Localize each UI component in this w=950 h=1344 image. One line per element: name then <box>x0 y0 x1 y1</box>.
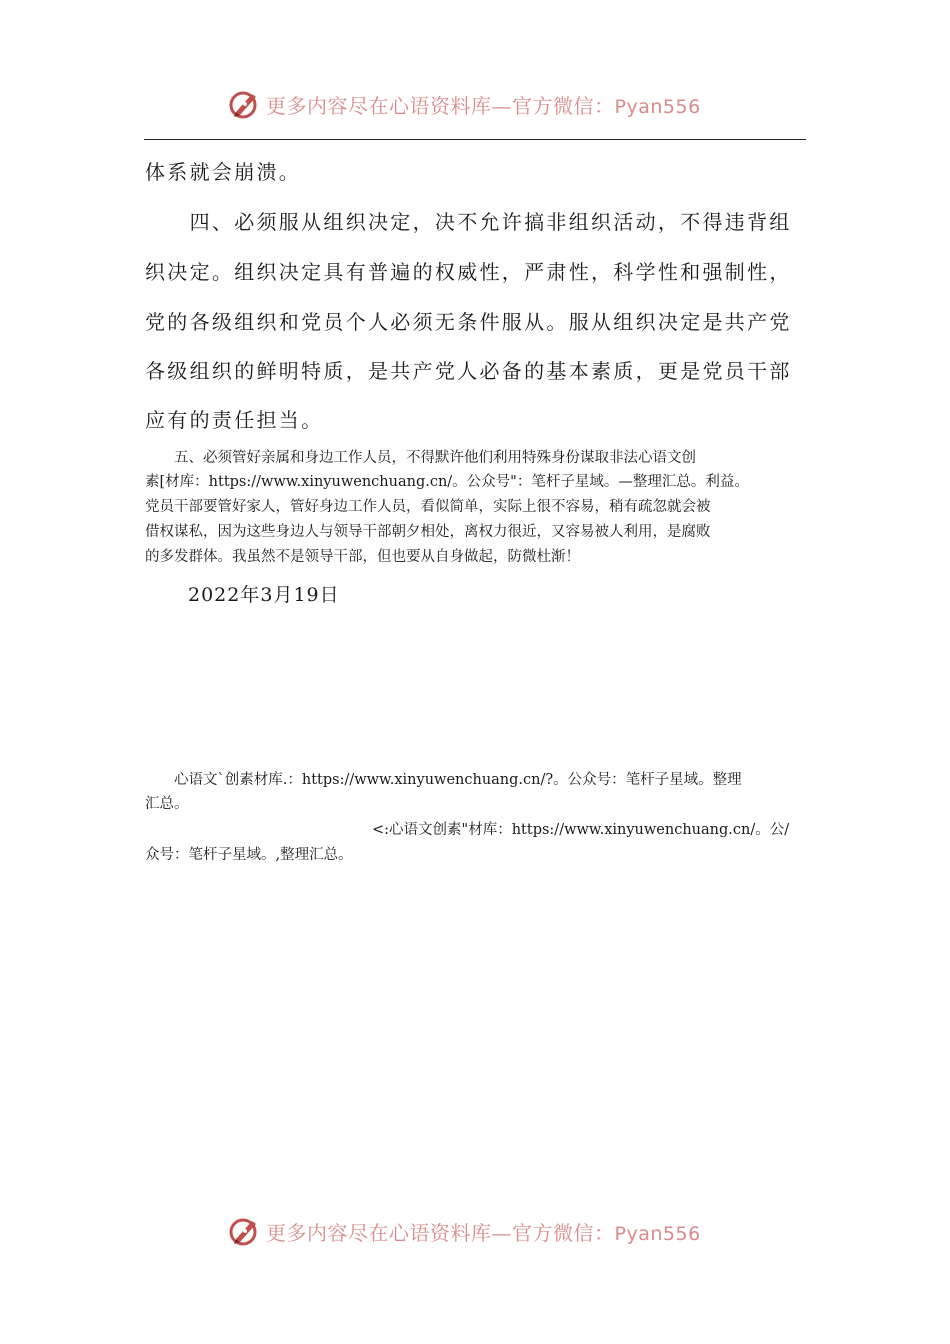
small-line: 的多发群体。我虽然不是领导干部，但也要从自身做起，防微杜渐！ <box>145 549 580 565</box>
footer-note: 汇总。 <box>145 796 189 812</box>
pen-logo-icon <box>226 1213 262 1249</box>
document-date: 2022年3月19日 <box>188 584 340 606</box>
pen-logo-icon <box>226 86 262 122</box>
footer-note: 众号：笔杆子星域。,整理汇总。 <box>145 847 353 863</box>
body-line: 各级组织的鲜明特质，是共产党人必备的基本素质，更是党员干部 <box>145 359 792 383</box>
small-line: 借权谋私，因为这些身边人与领导干部朝夕相处，离权力很近，又容易被人利用，是腐败 <box>145 524 711 540</box>
small-line: 素[材库：https://www.xinyuwenchuang.cn/。公众号"：笔杆子星域。—整理汇总。利益。 <box>145 474 749 490</box>
header-banner <box>226 84 746 124</box>
body-line: 织决定。组织决定具有普遍的权威性，严肃性，科学性和强制性， <box>145 260 792 284</box>
footer-banner <box>226 1211 746 1251</box>
small-line: 党员干部要管好家人，管好身边工作人员，看似简单，实际上很不容易，稍有疏忽就会被 <box>145 499 711 515</box>
footer-note: <:心语文创素"材库：https://www.xinyuwenchuang.cn/。公/ <box>372 822 790 838</box>
footer-note: 心语文`创素材库.：https://www.xinyuwenchuang.cn/?。公众号：笔杆子星域。整理 <box>145 772 742 788</box>
body-line: 体系就会崩溃。 <box>145 160 302 184</box>
header-banner-text: 更多内容尽在心语资料库—官方微信：Pyan556 <box>266 93 701 118</box>
small-line: 五、必须管好亲属和身边工作人员，不得默许他们利用特殊身份谋取非法心语文创 <box>145 450 696 466</box>
header-rule <box>144 139 806 140</box>
body-line: 党的各级组织和党员个人必须无条件服从。服从组织决定是共产党 <box>145 310 792 334</box>
body-line: 应有的责任担当。 <box>145 408 324 432</box>
footer-banner-text: 更多内容尽在心语资料库—官方微信：Pyan556 <box>266 1220 701 1245</box>
body-line: 四、必须服从组织决定，决不允许搞非组织活动，不得违背组 <box>145 210 792 234</box>
